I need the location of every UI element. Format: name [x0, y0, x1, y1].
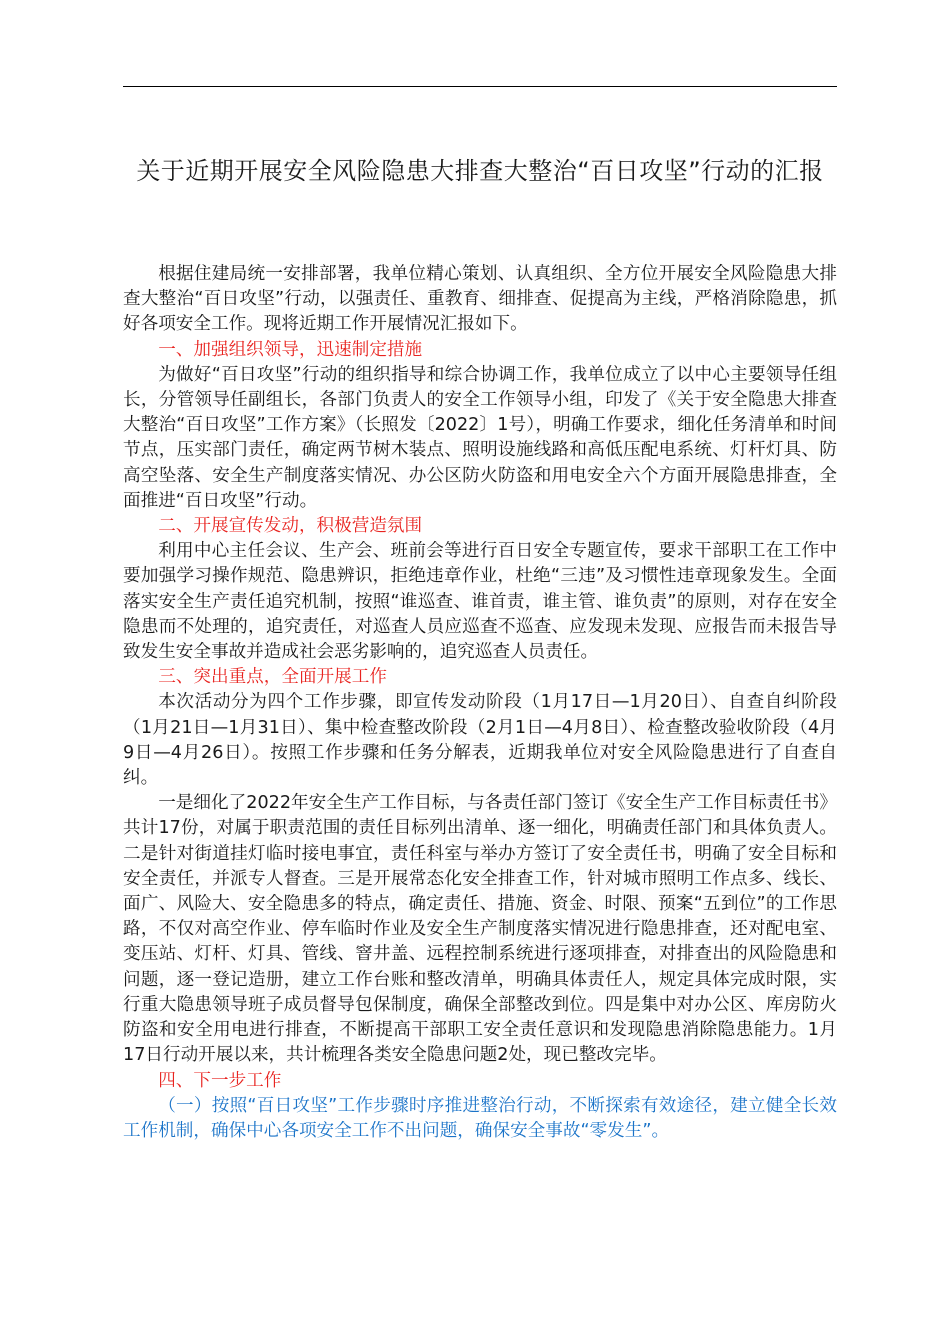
section-3-paragraph-1: 本次活动分为四个工作步骤，即宣传发动阶段（1月17日—1月20日）、自查自纠阶段（1月21日—1月31日）、集中检查整改阶段（2月1日—4月8日）、检查整改验收阶段（4月9日—4月26日）。按照工作步骤和任务分解表，近期我单位对安全风险隐患进行了自查自纠。	[123, 692, 837, 789]
document-title: 关于近期开展安全风险隐患大排查大整治“百日攻坚”行动的汇报	[136, 157, 824, 185]
section-3-heading: 三、突出重点，全面开展工作	[158, 667, 387, 688]
section-2-paragraph: 利用中心主任会议、生产会、班前会等进行百日安全专题宣传，要求干部职工在工作中要加强学习操作规范、隐患辨识，拒绝违章作业，杜绝“三违”及习惯性违章现象发生。全面落实安全生产责任追究机制，按照“谁巡查、谁首责，谁主管、谁负责”的原则，对存在安全隐患而不处理的，追究责任，对巡查人员应巡查不巡查、应发现未发现、应报告而未报告导致发生安全事故并造成社会恶劣影响的，追究巡查人员责任。	[123, 541, 837, 663]
section-1-paragraph: 为做好“百日攻坚”行动的组织指导和综合协调工作，我单位成立了以中心主要领导任组长，分管领导任副组长，各部门负责人的安全工作领导小组，印发了《关于安全隐患大排查大整治“百日攻坚”工作方案》（长照发〔2022〕1号），明确工作要求，细化任务清单和时间节点，压实部门责任，确定两节树木装点、照明设施线路和高低压配电系统、灯杆灯具、防高空坠落、安全生产制度落实情况、办公区防火防盗和用电安全六个方面开展隐患排查，全面推进“百日攻坚”行动。	[123, 364, 837, 511]
header-rule	[123, 86, 837, 87]
section-4-heading: 四、下一步工作	[158, 1070, 282, 1091]
section-1-heading: 一、加强组织领导，迅速制定措施	[158, 339, 423, 360]
section-2-heading: 二、开展宣传发动，积极营造氛围	[158, 516, 423, 537]
section-4-item-1: （一）按照“百日攻坚”工作步骤时序推进整治行动，不断探索有效途径，建立健全长效工作机制，确保中心各项安全工作不出问题，确保安全事故“零发生”。	[123, 1095, 837, 1141]
intro-paragraph: 根据住建局统一安排部署，我单位精心策划、认真组织、全方位开展安全风险隐患大排查大整治“百日攻坚”行动，以强责任、重教育、细排查、促提高为主线，严格消除隐患，抓好各项安全工作。现将近期工作开展情况汇报如下。	[123, 264, 837, 335]
document-body	[123, 262, 837, 1144]
section-3-paragraph-2: 一是细化了2022年安全生产工作目标，与各责任部门签订《安全生产工作目标责任书》共计17份，对属于职责范围的责任目标列出清单、逐一细化，明确责任部门和具体负责人。二是针对街道挂灯临时接电事宜，责任科室与举办方签订了安全责任书，明确了安全目标和安全责任，并派专人督查。三是开展常态化安全排查工作，针对城市照明工作点多、线长、面广、风险大、安全隐患多的特点，确定责任、措施、资金、时限、预案“五到位”的工作思路，不仅对高空作业、停车临时作业及安全生产制度落实情况进行隐患排查，还对配电室、变压站、灯杆、灯具、管线、窨井盖、远程控制系统进行逐项排查，对排查出的风险隐患和问题，逐一登记造册，建立工作台账和整改清单，明确具体责任人，规定具体完成时限，实行重大隐患领导班子成员督导包保制度，确保全部整改到位。四是集中对办公区、库房防火防盗和安全用电进行排查，不断提高干部职工安全责任意识和发现隐患消除隐患能力。1月17日行动开展以来，共计梳理各类安全隐患问题2处，现已整改完毕。	[123, 793, 837, 1066]
